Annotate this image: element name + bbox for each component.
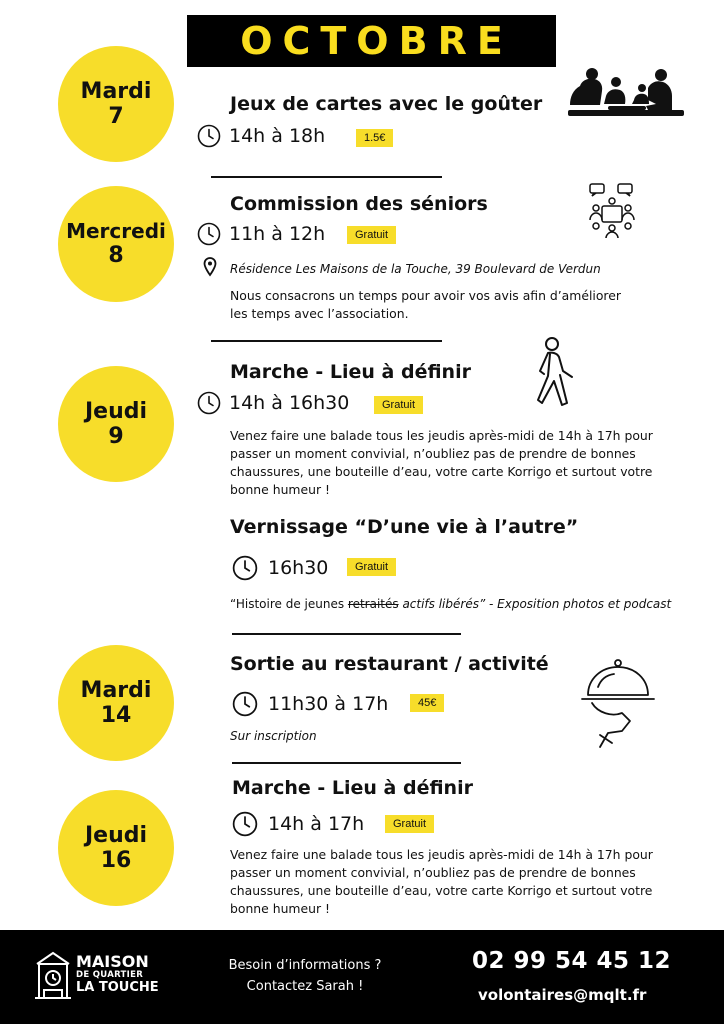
day-circle-jeudi-16	[58, 790, 174, 906]
time-row-commission	[197, 222, 325, 246]
card-players-icon	[566, 66, 686, 120]
day-number: 7	[108, 104, 124, 129]
desc-italic: actifs libérés”	[398, 597, 486, 611]
desc-strikethrough: retraités	[347, 597, 399, 611]
day-number: 9	[108, 424, 124, 449]
divider	[232, 762, 461, 764]
clock-icon	[232, 691, 258, 717]
event-title-cartes: Jeux de cartes avec le goûter	[230, 93, 543, 115]
time-row-vernissage	[232, 555, 328, 581]
event-title-vernissage: Vernissage “D’une vie à l’autre”	[230, 516, 579, 538]
price-badge: Gratuit	[347, 226, 396, 244]
meeting-icon	[584, 182, 640, 240]
divider	[211, 340, 442, 342]
month-banner	[187, 15, 556, 67]
event-location: Résidence Les Maisons de la Touche, 39 Boulevard de Verdun	[230, 262, 601, 276]
location-pin-icon	[203, 257, 217, 277]
price-badge: 45€	[410, 694, 444, 712]
day-circle-mardi-14	[58, 645, 174, 761]
day-number: 8	[108, 242, 124, 268]
clock-icon	[232, 555, 258, 581]
day-circle-jeudi-9	[58, 366, 174, 482]
event-title-marche-9: Marche - Lieu à définir	[230, 361, 471, 383]
walking-person-icon	[528, 336, 578, 412]
logo-line-1: MAISON	[76, 952, 149, 971]
price-badge: Gratuit	[347, 558, 396, 576]
day-name: Mercredi	[66, 218, 166, 243]
event-title-restaurant: Sortie au restaurant / activité	[230, 653, 549, 675]
day-number: 14	[100, 703, 132, 728]
event-time: 16h30	[268, 557, 329, 579]
event-time: 14h à 17h	[268, 813, 365, 835]
phone-number[interactable]: 02 99 54 45 12	[472, 948, 672, 974]
price-badge: Gratuit	[385, 815, 434, 833]
day-name: Jeudi	[84, 398, 148, 424]
vernissage-description	[230, 595, 671, 613]
logo-line-2: DE QUARTIER	[76, 970, 144, 980]
event-description: Venez faire une balade tous les jeudis après-midi de 14h à 17h pour passer un moment convivial, n’oubliez pas de prendre de bonnes chaussures, une bouteille d’eau, votre carte Korrigo et surtout votre bonne humeur !	[230, 847, 653, 916]
day-number: 16	[100, 848, 132, 873]
help-line-2: Contactez Sarah !	[246, 979, 364, 994]
event-note: Sur inscription	[230, 729, 317, 743]
event-description: Venez faire une balade tous les jeudis après-midi de 14h à 17h pour passer un moment convivial, n’oubliez pas de prendre de bonnes chaussures, une bouteille d’eau, votre carte Korrigo et surtout votre bonne humeur !	[230, 428, 653, 497]
email-address[interactable]: volontaires@mqlt.fr	[478, 986, 647, 1004]
day-name: Mardi	[80, 677, 152, 703]
divider	[211, 176, 442, 178]
divider	[232, 633, 461, 635]
price-badge: 1.5€	[356, 129, 393, 147]
event-title-marche-16: Marche - Lieu à définir	[232, 777, 473, 799]
day-circle-mardi-7	[58, 46, 174, 162]
event-title-commission: Commission des séniors	[230, 193, 488, 215]
event-description: Nous consacrons un temps pour avoir vos avis afin d’améliorer les temps avec l’association.	[230, 288, 621, 321]
desc-part: “Histoire de jeunes	[230, 597, 348, 611]
time-row-restaurant	[232, 691, 388, 717]
price-badge: Gratuit	[374, 396, 423, 414]
help-text	[200, 955, 410, 997]
event-time: 11h30 à 17h	[268, 693, 389, 715]
day-circle-mercredi-8	[58, 186, 174, 302]
clock-icon	[197, 124, 221, 148]
maison-logo-icon	[33, 950, 73, 1002]
clock-icon	[197, 222, 221, 246]
day-name: Jeudi	[84, 822, 148, 848]
time-row-marche-9	[197, 391, 349, 415]
desc-end: - Exposition photos et podcast	[485, 597, 672, 611]
event-time: 14h à 18h	[229, 125, 326, 147]
logo-wordmark	[76, 954, 159, 994]
clock-icon	[232, 811, 258, 837]
time-row-marche-16	[232, 811, 364, 837]
serving-cloche-icon	[578, 657, 658, 749]
time-row-cartes	[197, 124, 325, 148]
help-line-1: Besoin d’informations ?	[228, 958, 382, 973]
logo-line-3: LA TOUCHE	[76, 979, 159, 995]
month-title: OCTOBRE	[240, 19, 513, 63]
day-name: Mardi	[80, 78, 152, 104]
event-time: 11h à 12h	[229, 223, 326, 245]
footer	[0, 930, 724, 1024]
clock-icon	[197, 391, 221, 415]
event-time: 14h à 16h30	[229, 392, 350, 414]
